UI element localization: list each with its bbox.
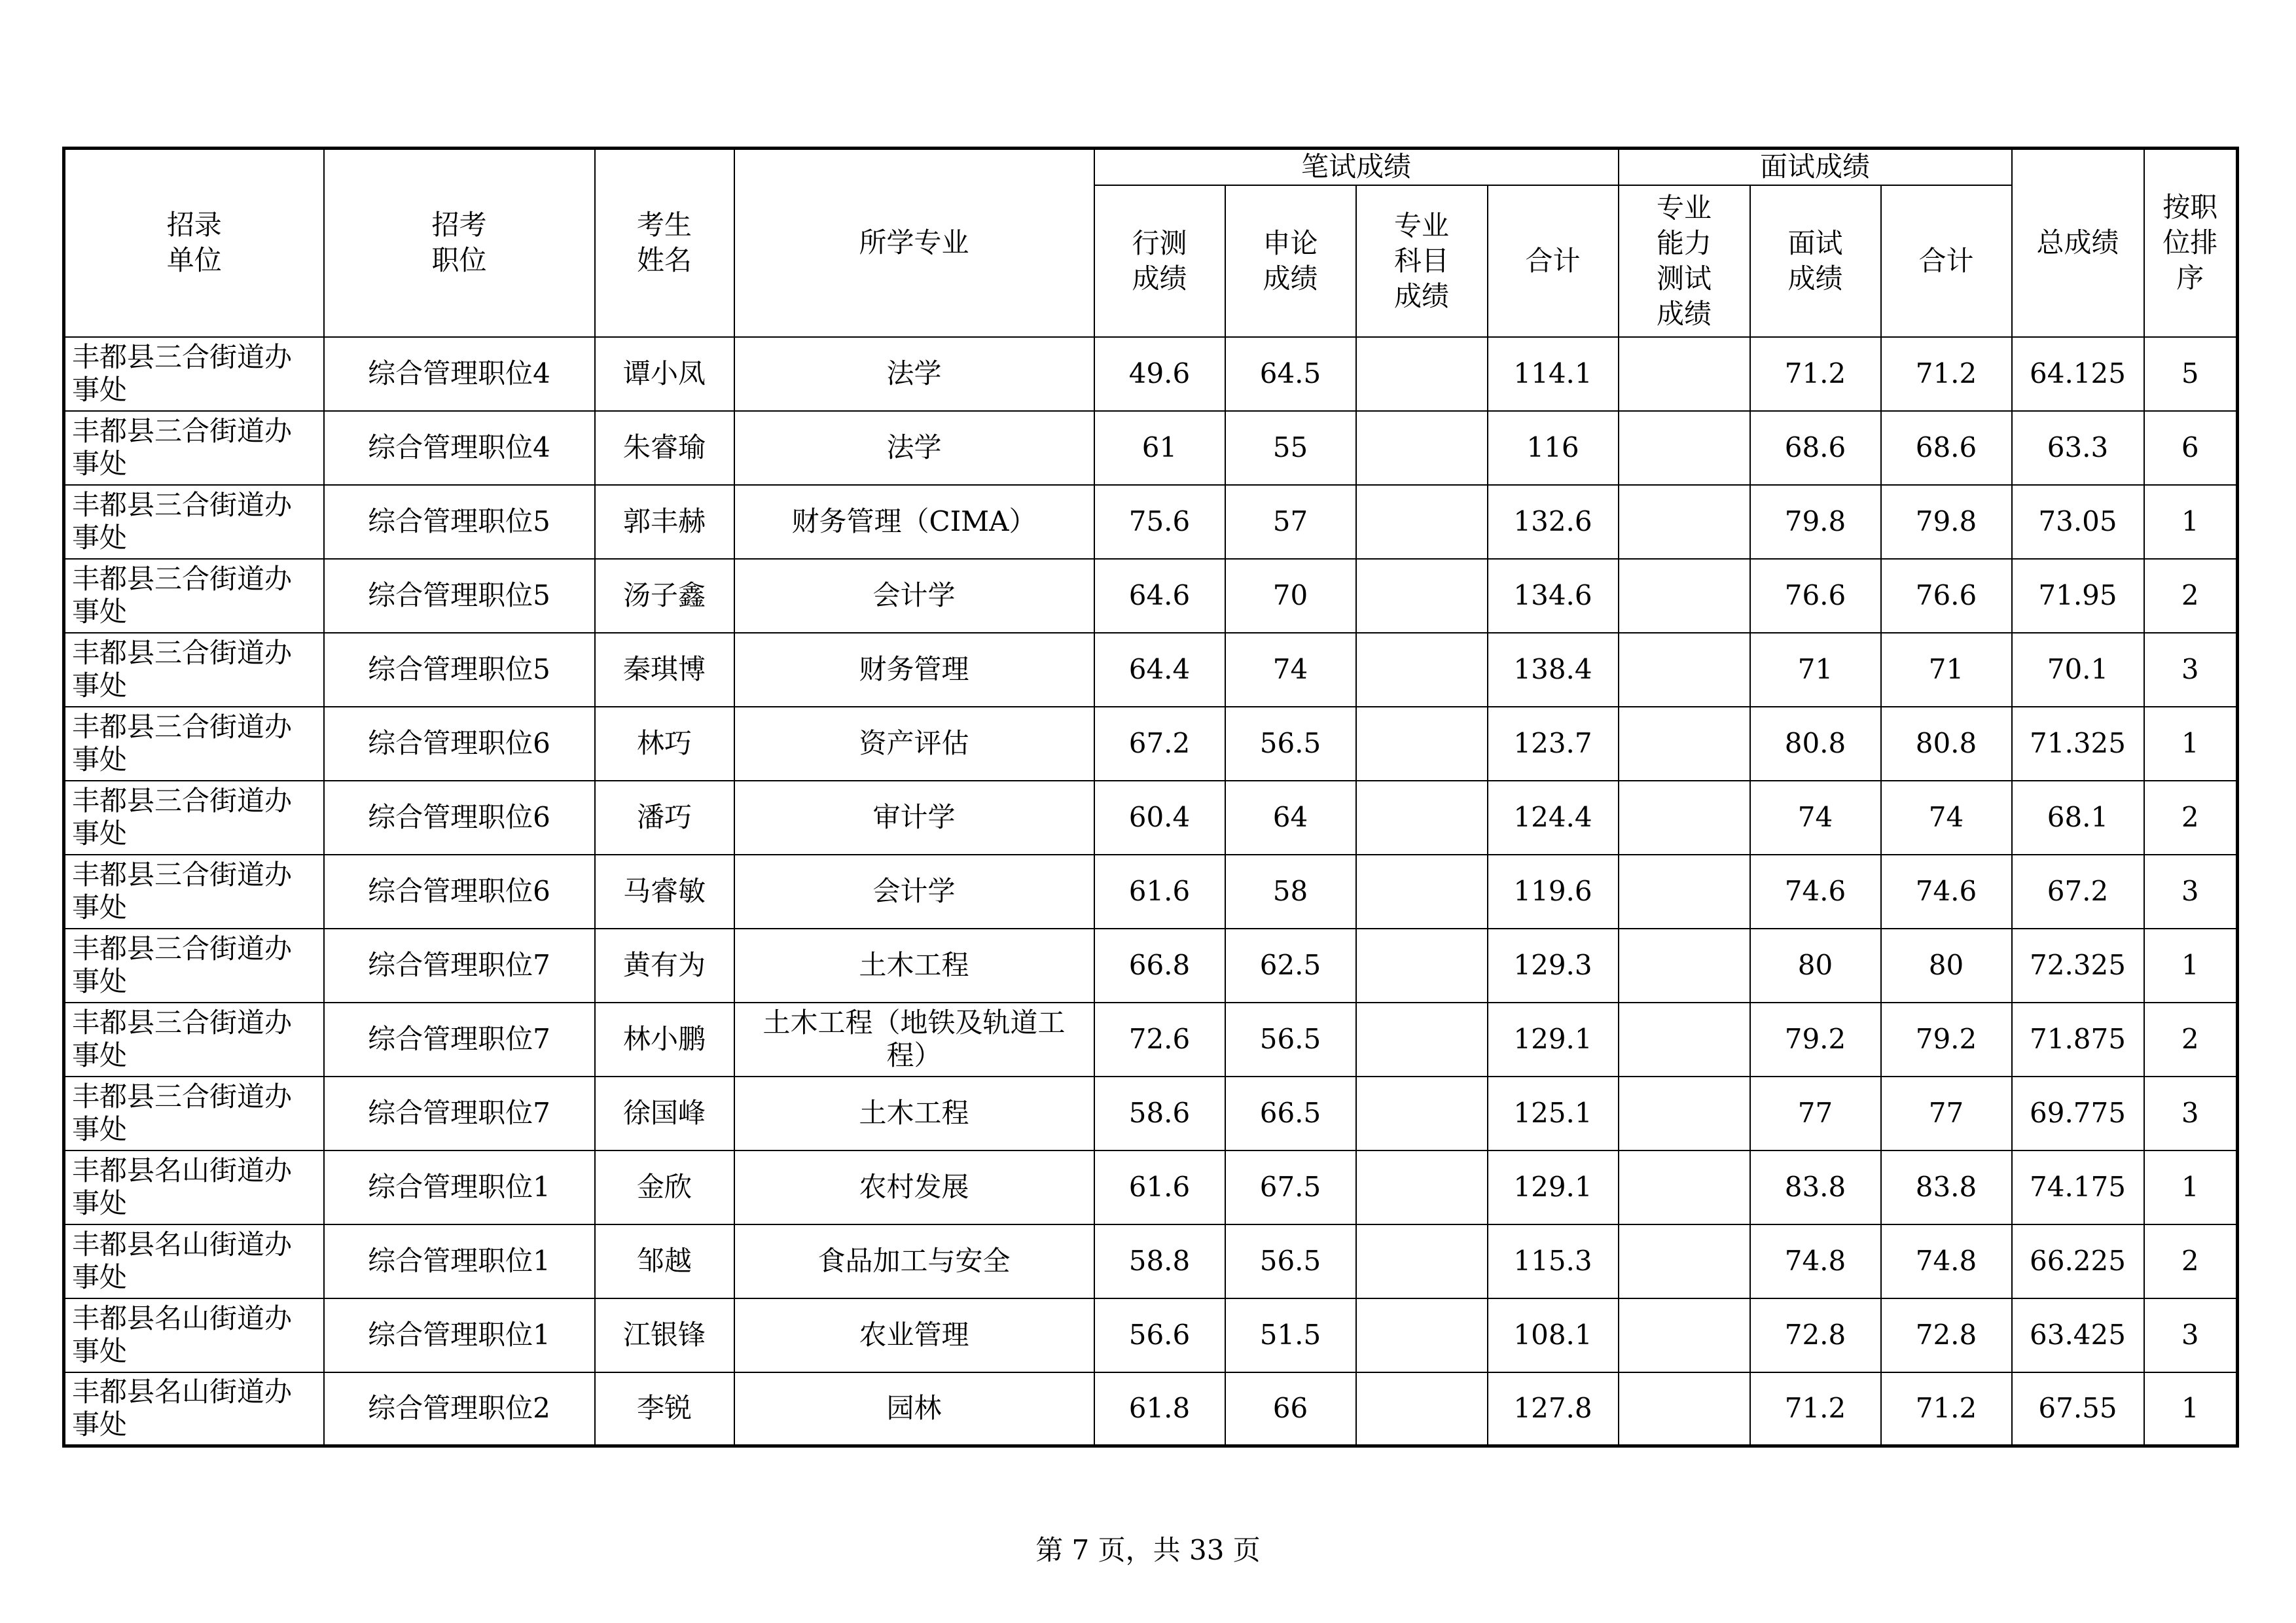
cell-ability-test bbox=[1619, 855, 1750, 929]
table-body bbox=[64, 337, 2238, 1446]
cell-xingce: 61 bbox=[1094, 411, 1225, 485]
cell-xingce: 56.6 bbox=[1094, 1298, 1225, 1372]
cell-ability-test bbox=[1619, 1224, 1750, 1298]
cell-rank: 1 bbox=[2144, 1150, 2238, 1224]
cell-professional-subject bbox=[1356, 781, 1488, 855]
table-row bbox=[64, 1298, 2238, 1372]
cell-shenlun: 56.5 bbox=[1225, 1224, 1356, 1298]
cell-position: 综合管理职位5 bbox=[324, 559, 595, 633]
cell-interview-total: 79.2 bbox=[1881, 1003, 2012, 1077]
cell-interview-score: 79.8 bbox=[1750, 485, 1881, 559]
cell-interview-score: 76.6 bbox=[1750, 559, 1881, 633]
cell-rank: 3 bbox=[2144, 633, 2238, 707]
cell-shenlun: 51.5 bbox=[1225, 1298, 1356, 1372]
cell-shenlun: 67.5 bbox=[1225, 1150, 1356, 1224]
cell-name: 朱睿瑜 bbox=[595, 411, 734, 485]
cell-xingce: 58.8 bbox=[1094, 1224, 1225, 1298]
cell-unit: 丰都县名山街道办 事处 bbox=[64, 1150, 324, 1224]
cell-ability-test bbox=[1619, 1150, 1750, 1224]
cell-position: 综合管理职位2 bbox=[324, 1372, 595, 1446]
cell-position: 综合管理职位6 bbox=[324, 855, 595, 929]
cell-xingce: 61.8 bbox=[1094, 1372, 1225, 1446]
cell-shenlun: 70 bbox=[1225, 559, 1356, 633]
cell-shenlun: 62.5 bbox=[1225, 929, 1356, 1003]
cell-interview-score: 72.8 bbox=[1750, 1298, 1881, 1372]
cell-position: 综合管理职位6 bbox=[324, 781, 595, 855]
cell-total-score: 71.325 bbox=[2012, 707, 2144, 781]
cell-total-score: 67.2 bbox=[2012, 855, 2144, 929]
cell-name: 金欣 bbox=[595, 1150, 734, 1224]
cell-ability-test bbox=[1619, 1298, 1750, 1372]
cell-interview-total: 79.8 bbox=[1881, 485, 2012, 559]
cell-major: 法学 bbox=[734, 411, 1094, 485]
cell-name: 马睿敏 bbox=[595, 855, 734, 929]
cell-total-score: 74.175 bbox=[2012, 1150, 2144, 1224]
cell-professional-subject bbox=[1356, 337, 1488, 411]
cell-xingce: 60.4 bbox=[1094, 781, 1225, 855]
cell-total-score: 67.55 bbox=[2012, 1372, 2144, 1446]
cell-position: 综合管理职位5 bbox=[324, 633, 595, 707]
cell-interview-score: 80.8 bbox=[1750, 707, 1881, 781]
cell-unit: 丰都县名山街道办 事处 bbox=[64, 1224, 324, 1298]
cell-interview-score: 71.2 bbox=[1750, 1372, 1881, 1446]
cell-interview-score: 74 bbox=[1750, 781, 1881, 855]
cell-unit: 丰都县三合街道办 事处 bbox=[64, 337, 324, 411]
header-written-group: 笔试成绩 bbox=[1094, 149, 1619, 185]
header-written-total: 合计 bbox=[1488, 185, 1619, 337]
cell-professional-subject bbox=[1356, 485, 1488, 559]
cell-interview-score: 68.6 bbox=[1750, 411, 1881, 485]
cell-position: 综合管理职位6 bbox=[324, 707, 595, 781]
table-row bbox=[64, 337, 2238, 411]
cell-xingce: 58.6 bbox=[1094, 1077, 1225, 1150]
cell-professional-subject bbox=[1356, 559, 1488, 633]
cell-written-total: 123.7 bbox=[1488, 707, 1619, 781]
page-number: 第 7 页，共 33 页 bbox=[1035, 1534, 1261, 1566]
cell-rank: 2 bbox=[2144, 1003, 2238, 1077]
header-total-score: 总成绩 bbox=[2012, 149, 2144, 337]
cell-written-total: 124.4 bbox=[1488, 781, 1619, 855]
cell-position: 综合管理职位7 bbox=[324, 1003, 595, 1077]
table-row bbox=[64, 633, 2238, 707]
cell-rank: 2 bbox=[2144, 781, 2238, 855]
cell-shenlun: 74 bbox=[1225, 633, 1356, 707]
cell-rank: 1 bbox=[2144, 929, 2238, 1003]
header-xingce: 行测 成绩 bbox=[1094, 185, 1225, 337]
score-table bbox=[62, 147, 2239, 1448]
cell-total-score: 73.05 bbox=[2012, 485, 2144, 559]
header-professional-subject: 专业 科目 成绩 bbox=[1356, 185, 1488, 337]
cell-professional-subject bbox=[1356, 411, 1488, 485]
page-footer bbox=[0, 1529, 2296, 1568]
cell-major: 会计学 bbox=[734, 559, 1094, 633]
cell-name: 江银锋 bbox=[595, 1298, 734, 1372]
cell-unit: 丰都县三合街道办 事处 bbox=[64, 411, 324, 485]
header-position: 招考 职位 bbox=[324, 149, 595, 337]
cell-position: 综合管理职位5 bbox=[324, 485, 595, 559]
cell-interview-total: 83.8 bbox=[1881, 1150, 2012, 1224]
cell-interview-total: 74.6 bbox=[1881, 855, 2012, 929]
cell-major: 资产评估 bbox=[734, 707, 1094, 781]
cell-major: 财务管理（CIMA） bbox=[734, 485, 1094, 559]
cell-total-score: 68.1 bbox=[2012, 781, 2144, 855]
cell-rank: 1 bbox=[2144, 485, 2238, 559]
cell-name: 邹越 bbox=[595, 1224, 734, 1298]
cell-unit: 丰都县三合街道办 事处 bbox=[64, 485, 324, 559]
cell-name: 徐国峰 bbox=[595, 1077, 734, 1150]
cell-position: 综合管理职位7 bbox=[324, 1077, 595, 1150]
cell-major: 土木工程（地铁及轨道工 程） bbox=[734, 1003, 1094, 1077]
cell-interview-score: 77 bbox=[1750, 1077, 1881, 1150]
cell-interview-total: 80.8 bbox=[1881, 707, 2012, 781]
cell-written-total: 127.8 bbox=[1488, 1372, 1619, 1446]
cell-interview-total: 77 bbox=[1881, 1077, 2012, 1150]
cell-name: 黄有为 bbox=[595, 929, 734, 1003]
cell-professional-subject bbox=[1356, 1003, 1488, 1077]
header-interview-group: 面试成绩 bbox=[1619, 149, 2012, 185]
cell-rank: 6 bbox=[2144, 411, 2238, 485]
table-row bbox=[64, 707, 2238, 781]
cell-shenlun: 57 bbox=[1225, 485, 1356, 559]
cell-major: 会计学 bbox=[734, 855, 1094, 929]
cell-xingce: 64.6 bbox=[1094, 559, 1225, 633]
table-header bbox=[64, 149, 2238, 337]
cell-interview-score: 83.8 bbox=[1750, 1150, 1881, 1224]
table-row bbox=[64, 781, 2238, 855]
cell-total-score: 69.775 bbox=[2012, 1077, 2144, 1150]
cell-interview-score: 79.2 bbox=[1750, 1003, 1881, 1077]
cell-ability-test bbox=[1619, 633, 1750, 707]
cell-total-score: 72.325 bbox=[2012, 929, 2144, 1003]
cell-interview-score: 80 bbox=[1750, 929, 1881, 1003]
cell-ability-test bbox=[1619, 485, 1750, 559]
cell-name: 郭丰赫 bbox=[595, 485, 734, 559]
header-ability-test: 专业 能力 测试 成绩 bbox=[1619, 185, 1750, 337]
table-row bbox=[64, 485, 2238, 559]
cell-unit: 丰都县名山街道办 事处 bbox=[64, 1372, 324, 1446]
cell-written-total: 114.1 bbox=[1488, 337, 1619, 411]
cell-interview-total: 80 bbox=[1881, 929, 2012, 1003]
cell-interview-score: 74.6 bbox=[1750, 855, 1881, 929]
cell-total-score: 71.875 bbox=[2012, 1003, 2144, 1077]
table-row bbox=[64, 559, 2238, 633]
cell-written-total: 125.1 bbox=[1488, 1077, 1619, 1150]
header-name: 考生 姓名 bbox=[595, 149, 734, 337]
cell-written-total: 132.6 bbox=[1488, 485, 1619, 559]
cell-xingce: 49.6 bbox=[1094, 337, 1225, 411]
cell-written-total: 129.3 bbox=[1488, 929, 1619, 1003]
header-shenlun: 申论 成绩 bbox=[1225, 185, 1356, 337]
cell-professional-subject bbox=[1356, 633, 1488, 707]
cell-interview-total: 76.6 bbox=[1881, 559, 2012, 633]
cell-xingce: 64.4 bbox=[1094, 633, 1225, 707]
cell-rank: 1 bbox=[2144, 707, 2238, 781]
cell-unit: 丰都县三合街道办 事处 bbox=[64, 929, 324, 1003]
cell-major: 财务管理 bbox=[734, 633, 1094, 707]
cell-interview-score: 71 bbox=[1750, 633, 1881, 707]
cell-written-total: 129.1 bbox=[1488, 1150, 1619, 1224]
header-interview-total: 合计 bbox=[1881, 185, 2012, 337]
cell-rank: 2 bbox=[2144, 1224, 2238, 1298]
cell-name: 汤子鑫 bbox=[595, 559, 734, 633]
header-rank: 按职 位排 序 bbox=[2144, 149, 2238, 337]
cell-interview-score: 71.2 bbox=[1750, 337, 1881, 411]
cell-shenlun: 64.5 bbox=[1225, 337, 1356, 411]
cell-major: 园林 bbox=[734, 1372, 1094, 1446]
cell-unit: 丰都县三合街道办 事处 bbox=[64, 633, 324, 707]
cell-written-total: 108.1 bbox=[1488, 1298, 1619, 1372]
cell-ability-test bbox=[1619, 559, 1750, 633]
cell-name: 秦琪博 bbox=[595, 633, 734, 707]
cell-xingce: 61.6 bbox=[1094, 855, 1225, 929]
cell-shenlun: 56.5 bbox=[1225, 1003, 1356, 1077]
cell-rank: 3 bbox=[2144, 1077, 2238, 1150]
cell-position: 综合管理职位1 bbox=[324, 1224, 595, 1298]
cell-written-total: 119.6 bbox=[1488, 855, 1619, 929]
cell-position: 综合管理职位4 bbox=[324, 337, 595, 411]
cell-unit: 丰都县三合街道办 事处 bbox=[64, 559, 324, 633]
cell-xingce: 72.6 bbox=[1094, 1003, 1225, 1077]
cell-ability-test bbox=[1619, 1372, 1750, 1446]
cell-unit: 丰都县名山街道办 事处 bbox=[64, 1298, 324, 1372]
cell-written-total: 138.4 bbox=[1488, 633, 1619, 707]
cell-interview-total: 72.8 bbox=[1881, 1298, 2012, 1372]
cell-total-score: 71.95 bbox=[2012, 559, 2144, 633]
table-row bbox=[64, 1224, 2238, 1298]
cell-major: 土木工程 bbox=[734, 929, 1094, 1003]
cell-shenlun: 66 bbox=[1225, 1372, 1356, 1446]
cell-name: 林小鹏 bbox=[595, 1003, 734, 1077]
table-row bbox=[64, 1003, 2238, 1077]
cell-rank: 3 bbox=[2144, 855, 2238, 929]
cell-name: 林巧 bbox=[595, 707, 734, 781]
cell-rank: 2 bbox=[2144, 559, 2238, 633]
cell-major: 食品加工与安全 bbox=[734, 1224, 1094, 1298]
cell-ability-test bbox=[1619, 411, 1750, 485]
cell-professional-subject bbox=[1356, 1372, 1488, 1446]
cell-major: 农村发展 bbox=[734, 1150, 1094, 1224]
cell-position: 综合管理职位7 bbox=[324, 929, 595, 1003]
cell-major: 农业管理 bbox=[734, 1298, 1094, 1372]
cell-professional-subject bbox=[1356, 1298, 1488, 1372]
cell-ability-test bbox=[1619, 337, 1750, 411]
cell-shenlun: 58 bbox=[1225, 855, 1356, 929]
cell-unit: 丰都县三合街道办 事处 bbox=[64, 1003, 324, 1077]
cell-written-total: 116 bbox=[1488, 411, 1619, 485]
cell-interview-total: 74.8 bbox=[1881, 1224, 2012, 1298]
cell-rank: 5 bbox=[2144, 337, 2238, 411]
cell-professional-subject bbox=[1356, 855, 1488, 929]
table-row bbox=[64, 1077, 2238, 1150]
cell-total-score: 64.125 bbox=[2012, 337, 2144, 411]
cell-written-total: 129.1 bbox=[1488, 1003, 1619, 1077]
cell-shenlun: 55 bbox=[1225, 411, 1356, 485]
cell-ability-test bbox=[1619, 781, 1750, 855]
cell-ability-test bbox=[1619, 1003, 1750, 1077]
cell-shenlun: 66.5 bbox=[1225, 1077, 1356, 1150]
cell-total-score: 63.425 bbox=[2012, 1298, 2144, 1372]
cell-xingce: 75.6 bbox=[1094, 485, 1225, 559]
cell-unit: 丰都县三合街道办 事处 bbox=[64, 707, 324, 781]
cell-rank: 1 bbox=[2144, 1372, 2238, 1446]
cell-major: 审计学 bbox=[734, 781, 1094, 855]
table-row bbox=[64, 411, 2238, 485]
cell-shenlun: 64 bbox=[1225, 781, 1356, 855]
table-row bbox=[64, 929, 2238, 1003]
cell-interview-score: 74.8 bbox=[1750, 1224, 1881, 1298]
cell-name: 谭小凤 bbox=[595, 337, 734, 411]
table-row bbox=[64, 1372, 2238, 1446]
cell-interview-total: 74 bbox=[1881, 781, 2012, 855]
table-row bbox=[64, 1150, 2238, 1224]
cell-interview-total: 71.2 bbox=[1881, 337, 2012, 411]
header-interview-score: 面试 成绩 bbox=[1750, 185, 1881, 337]
cell-total-score: 63.3 bbox=[2012, 411, 2144, 485]
cell-xingce: 67.2 bbox=[1094, 707, 1225, 781]
cell-professional-subject bbox=[1356, 1150, 1488, 1224]
cell-position: 综合管理职位1 bbox=[324, 1298, 595, 1372]
cell-total-score: 66.225 bbox=[2012, 1224, 2144, 1298]
cell-major: 土木工程 bbox=[734, 1077, 1094, 1150]
cell-professional-subject bbox=[1356, 929, 1488, 1003]
cell-position: 综合管理职位1 bbox=[324, 1150, 595, 1224]
cell-professional-subject bbox=[1356, 1224, 1488, 1298]
cell-ability-test bbox=[1619, 929, 1750, 1003]
cell-unit: 丰都县三合街道办 事处 bbox=[64, 781, 324, 855]
cell-unit: 丰都县三合街道办 事处 bbox=[64, 1077, 324, 1150]
cell-professional-subject bbox=[1356, 707, 1488, 781]
header-unit: 招录 单位 bbox=[64, 149, 324, 337]
cell-interview-total: 71 bbox=[1881, 633, 2012, 707]
cell-written-total: 115.3 bbox=[1488, 1224, 1619, 1298]
cell-xingce: 66.8 bbox=[1094, 929, 1225, 1003]
cell-name: 李锐 bbox=[595, 1372, 734, 1446]
cell-interview-total: 71.2 bbox=[1881, 1372, 2012, 1446]
cell-written-total: 134.6 bbox=[1488, 559, 1619, 633]
cell-rank: 3 bbox=[2144, 1298, 2238, 1372]
header-major: 所学专业 bbox=[734, 149, 1094, 337]
cell-xingce: 61.6 bbox=[1094, 1150, 1225, 1224]
cell-ability-test bbox=[1619, 1077, 1750, 1150]
cell-interview-total: 68.6 bbox=[1881, 411, 2012, 485]
table-row bbox=[64, 855, 2238, 929]
cell-major: 法学 bbox=[734, 337, 1094, 411]
cell-professional-subject bbox=[1356, 1077, 1488, 1150]
cell-total-score: 70.1 bbox=[2012, 633, 2144, 707]
cell-ability-test bbox=[1619, 707, 1750, 781]
cell-shenlun: 56.5 bbox=[1225, 707, 1356, 781]
cell-position: 综合管理职位4 bbox=[324, 411, 595, 485]
cell-name: 潘巧 bbox=[595, 781, 734, 855]
cell-unit: 丰都县三合街道办 事处 bbox=[64, 855, 324, 929]
